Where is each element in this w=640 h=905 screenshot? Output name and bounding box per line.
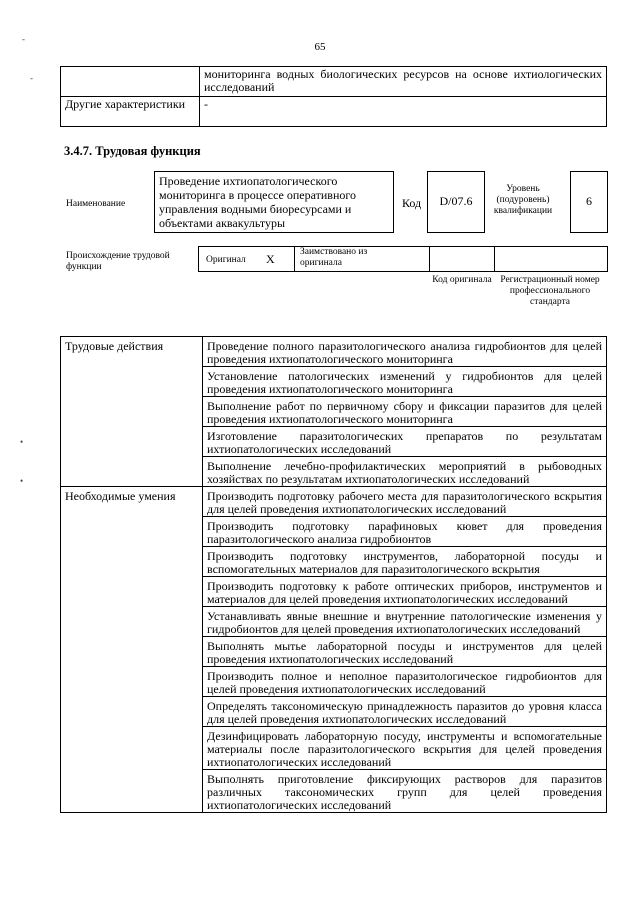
top-table-empty-cell: [61, 67, 200, 97]
scan-mark: -: [30, 73, 33, 83]
main-table: [60, 336, 607, 813]
scan-mark: •: [20, 476, 24, 486]
level-box: [570, 171, 608, 233]
page-number: 65: [314, 41, 326, 53]
name-box: [154, 171, 394, 233]
skill-item: Дезинфицировать лабораторную посуду, инструменты и вспомогательные материалы после паразитологического вскрытия для целей проведения ихтиопатологических исследований: [203, 727, 607, 770]
original-label: Оригинал: [206, 255, 246, 265]
top-table-text: мониторинга водных биологических ресурсов на основе ихтиологических исследований: [200, 67, 607, 97]
level-label: Уровень (подуровень) квалификации: [493, 184, 553, 216]
top-table: [60, 66, 607, 127]
code-original-caption: Код оригинала: [432, 275, 492, 285]
section-title: 3.4.7. Трудовая функция: [64, 144, 201, 158]
other-characteristics-label: Другие характеристики: [61, 97, 200, 127]
skill-item: Выполнять приготовление фиксирующих растворов для паразитов различных таксономических групп для целей проведения ихтиопатологических исследований: [203, 770, 607, 813]
function-name: Проведение ихтиопатологического мониторинга в процессе оперативного управления водными биоресурсами и объектами аквакультуры: [159, 174, 357, 230]
original-mark: X: [266, 252, 275, 266]
skill-item: Определять таксономическую принадлежность паразитов до уровня класса для целей проведения ихтиопатологических исследований: [203, 697, 607, 727]
skill-item: Производить подготовку инструментов, лабораторной посуды и вспомогательных материалов для паразитологического вскрытия: [203, 547, 607, 577]
scan-mark: •: [20, 437, 24, 447]
actions-label: Трудовые действия: [61, 337, 203, 487]
name-label: Наименование: [66, 199, 126, 209]
action-item: Выполнение работ по первичному сбору и фиксации паразитов для целей проведения ихтиопатологического мониторинга: [203, 397, 607, 427]
table-row: [61, 487, 607, 517]
origin-label: Происхождение трудовой функции: [66, 251, 170, 272]
skill-item: Производить полное и неполное паразитологическое гидробионтов для целей проведения ихтиопатологических исследований: [203, 667, 607, 697]
skill-item: Производить подготовку к работе оптических приборов, инструментов и материалов для целей проведения ихтиопатологических исследований: [203, 577, 607, 607]
action-item: Выполнение лечебно-профилактических мероприятий в рыбоводных хозяйствах по результатам ихтиопатологических исследований: [203, 457, 607, 487]
code-label: Код: [402, 196, 422, 210]
skills-label: Необходимые умения: [61, 487, 203, 813]
code-value: D/07.6: [439, 194, 473, 208]
code-box: [427, 171, 485, 233]
borrowed-label: Заимствовано из оригинала: [300, 247, 368, 268]
action-item: Установление патологических изменений у гидробионтов для целей проведения ихтиопатологического мониторинга: [203, 367, 607, 397]
reg-number-caption: Регистрационный номер профессионального стандарта: [500, 275, 600, 307]
skill-item: Выполнять мытье лабораторной посуды и инструментов для целей проведения ихтиопатологических исследований: [203, 637, 607, 667]
skill-item: Устанавливать явные внешние и внутренние патологические изменения у гидробионтов для целей проведения ихтиопатологических исследований: [203, 607, 607, 637]
action-item: Проведение полного паразитологического анализа гидробионтов для целей проведения ихтиопатологического мониторинга: [203, 337, 607, 367]
level-value: 6: [586, 194, 592, 208]
skill-item: Производить подготовку парафиновых кювет для проведения паразитологического анализа гидробионтов: [203, 517, 607, 547]
action-item: Изготовление паразитологических препаратов по результатам ихтиопатологических исследований: [203, 427, 607, 457]
table-row: [61, 337, 607, 367]
other-characteristics-value: -: [200, 97, 607, 127]
scan-mark: -: [22, 34, 25, 44]
skill-item: Производить подготовку рабочего места для паразитологического вскрытия для целей проведения ихтиопатологических исследований: [203, 487, 607, 517]
